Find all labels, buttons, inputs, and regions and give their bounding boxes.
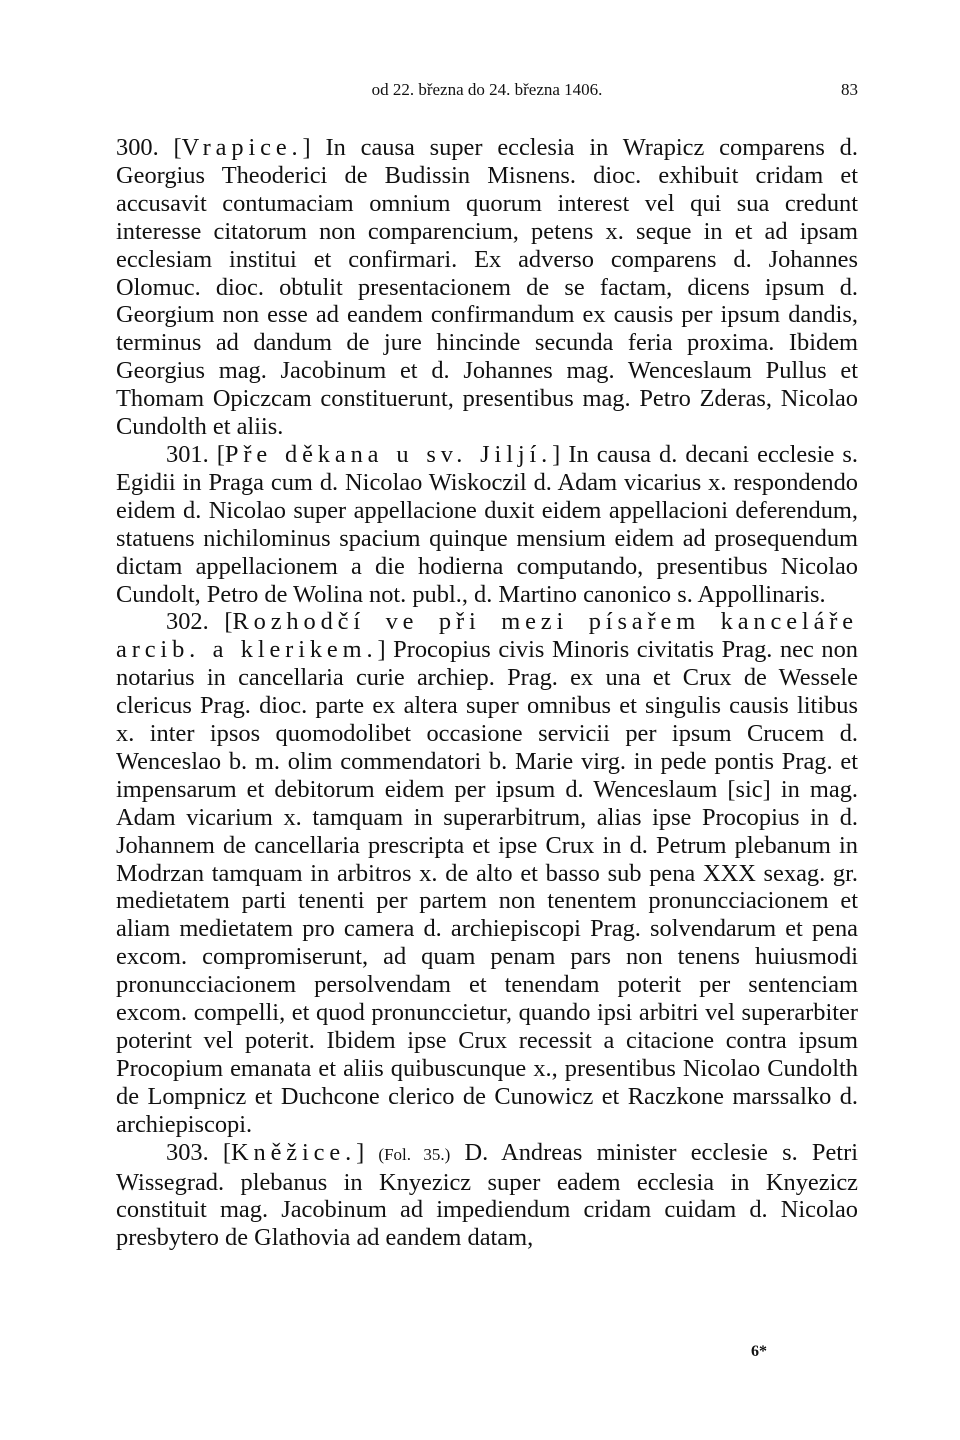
running-head bbox=[116, 80, 858, 106]
entry-300: 300. [Vrapice.] In causa super ecclesia in Wrapicz comparens d. Georgius Theoderici de Budissin Misnens. dioc. exhibuit cridam et accusavit contumaciam omnium quorum interest vel qui sua credunt interesse citatorum non comparencium, petens x. seque in et ad ipsam ecclesiam institui et confirmari. Ex adverso comparens d. Johannes Olomuc. dioc. obtulit presentacionem de se factam, dicens ipsum d. Georgium non esse ad eandem confirmandum ex causis per ipsum dandis, terminus ad dandum de jure hincinde secunda feria proxima. Ibidem Georgius mag. Jacobinum et d. Johannes mag. Wenceslaum Pullus et Thomam Opiczcam constituerunt, presentibus mag. Petro Zderas, Nicolao Cundolth et aliis. bbox=[116, 134, 858, 441]
entry-text: In causa super ecclesia in Wrapicz comparens d. Georgius Theoderici de Budissin Misnens. dioc. exhibuit cridam et accusavit contumaciam omnium quorum interest vel qui sua credunt interesse citatorum non comparencium, petens x. seque in et ad ipsam ecclesiam institui et confirmari. Ex adverso comparens d. Johannes Olomuc. dioc. obtulit presentacionem de se factam, dicens ipsum d. Georgium non esse ad eandem confirmandum ex causis per ipsum dandis, terminus ad dandum de jure hincinde secunda feria proxima. Ibidem Georgius mag. Jacobinum et d. Johannes mag. Wenceslaum Pullus et Thomam Opiczcam constituerunt, presentibus mag. Petro Zderas, Nicolao Cundolth et aliis. bbox=[116, 134, 858, 441]
entry-heading: Vrapice. bbox=[181, 134, 303, 161]
page-number: 83 bbox=[841, 80, 858, 99]
body-text bbox=[116, 134, 858, 1252]
entry-303: 303. [Kněžice.] (Fol. 35.) D. Andreas minister ecclesie s. Petri Wissegrad. plebanus in Knyezicz super eadem ecclesia in Knyezicz constituit mag. Jacobinum ad impediendum cridam cuidam d. Nicolao presbytero de Glathovia ad eandem datam, bbox=[116, 1138, 858, 1252]
folio-note: (Fol. 35.) bbox=[378, 1144, 451, 1164]
entry-text: D. Andreas minister ecclesie s. Petri Wissegrad. plebanus in Knyezicz super eadem ecclesia in Knyezicz constituit mag. Jacobinum ad impediendum cridam cuidam d. Nicolao presbytero de Glathovia ad eandem datam, bbox=[116, 1138, 858, 1252]
entry-heading: Kněžice. bbox=[231, 1138, 357, 1166]
entry-heading: Rozhodčí ve při mezi písařem kanceláře arcib. a klerikem. bbox=[116, 608, 858, 664]
entry-number: 300. bbox=[116, 134, 159, 161]
signature-mark: 6* bbox=[751, 1343, 767, 1360]
entry-text: Procopius civis Minoris civitatis Prag. nec non notarius in cancellaria curie archiep. Prag. ex una et Crux de Wessele clericus Prag. dioc. parte ex altera super omnibus et singulis causis litibus x. inter ipsos quomodolibet occasione servicii per ipsum Crucem d. Wenceslao b. m. olim commendatori b. Marie virg. in pede pontis Prag. et impensarum et debitorum eidem per ipsum d. Wenceslaum [sic] in mag. Adam vicarium x. tamquam in superarbitrum, alias ipse Procopius in d. Johannem de cancellaria prescripta et ipse Crux in d. Petrum plebanum in Modrzan tamquam in arbitros x. de alto et basso sub pena XXX sexag. gr. medietatem parti tenenti per partem non tenentem pronuncciacionem et aliam medietatem pro camera d. archiepiscopi Prag. solvendarum et pena excom. compromiserunt, ad quam penam pars non tenens huiusmodi pronuncciacionem persolvendam et tenendam poterit per sentenciam excom. compelli, et quod pronunccietur, quando ipsi arbitri vel superarbiter poterint vel poterit. Ibidem ipse Crux recessit a citacione contra ipsum Procopium emanata et aliis quibuscunque x., presentibus Nicolao Cundolth de Lompnicz et Duchcone clerico de Cunowicz et Raczkone marssalko d. archiepiscopi. bbox=[116, 636, 858, 1138]
entry-heading: Pře děkana u sv. Jiljí. bbox=[224, 440, 553, 468]
entry-number: 303. bbox=[166, 1138, 209, 1166]
entry-text: In causa d. decani ecclesie s. Egidii in Praga cum d. Nicolao Wiskoczil d. Adam vicarius x. respondendo eidem d. Nicolao super appellacione duxit eidem appellacioni deferendum, statuens nichilominus spacium quinque mensium eidem ad prosequendum dictam appellacionem a die hodierna computando, presentibus Nicolao Cundolt, Petro de Wolina not. publ., d. Martino canonico s. Appollinaris. bbox=[116, 440, 858, 608]
entry-number: 301. bbox=[166, 440, 209, 468]
running-title: od 22. března do 24. března 1406. bbox=[371, 80, 603, 99]
entry-number: 302. bbox=[166, 608, 209, 636]
entry-301: 301. [Pře děkana u sv. Jiljí.] In causa d. decani ecclesie s. Egidii in Praga cum d. Nicolao Wiskoczil d. Adam vicarius x. respondendo eidem d. Nicolao super appellacione duxit eidem appellacioni deferendum, statuens nichilominus spacium quinque mensium eidem ad prosequendum dictam appellacionem a die hodierna computando, presentibus Nicolao Cundolt, Petro de Wolina not. publ., d. Martino canonico s. Appollinaris. bbox=[116, 440, 858, 608]
entry-302: 302. [Rozhodčí ve při mezi písařem kanceláře arcib. a klerikem.] Procopius civis Minoris civitatis Prag. nec non notarius in cancellaria curie archiep. Prag. ex una et Crux de Wessele clericus Prag. dioc. parte ex altera super omnibus et singulis causis litibus x. inter ipsos quomodolibet occasione servicii per ipsum Crucem d. Wenceslao b. m. olim commendatori b. Marie virg. in pede pontis Prag. et impensarum et debitorum eidem per ipsum d. Wenceslaum [sic] in mag. Adam vicarium x. tamquam in superarbitrum, alias ipse Procopius in d. Johannem de cancellaria prescripta et ipse Crux in d. Petrum plebanum in Modrzan tamquam in arbitros x. de alto et basso sub pena XXX sexag. gr. medietatem parti tenenti per partem non tenentem pronuncciacionem et aliam medietatem pro camera d. archiepiscopi Prag. solvendarum et pena excom. compromiserunt, ad quam penam pars non tenens huiusmodi pronuncciacionem persolvendam et tenendam poterit per sentenciam excom. compelli, et quod pronunccietur, quando ipsi arbitri vel superarbiter poterint vel poterit. Ibidem ipse Crux recessit a citacione contra ipsum Procopium emanata et aliis quibuscunque x., presentibus Nicolao Cundolth de Lompnicz et Duchcone clerico de Cunowicz et Raczkone marssalko d. archiepiscopi. bbox=[116, 608, 858, 1138]
